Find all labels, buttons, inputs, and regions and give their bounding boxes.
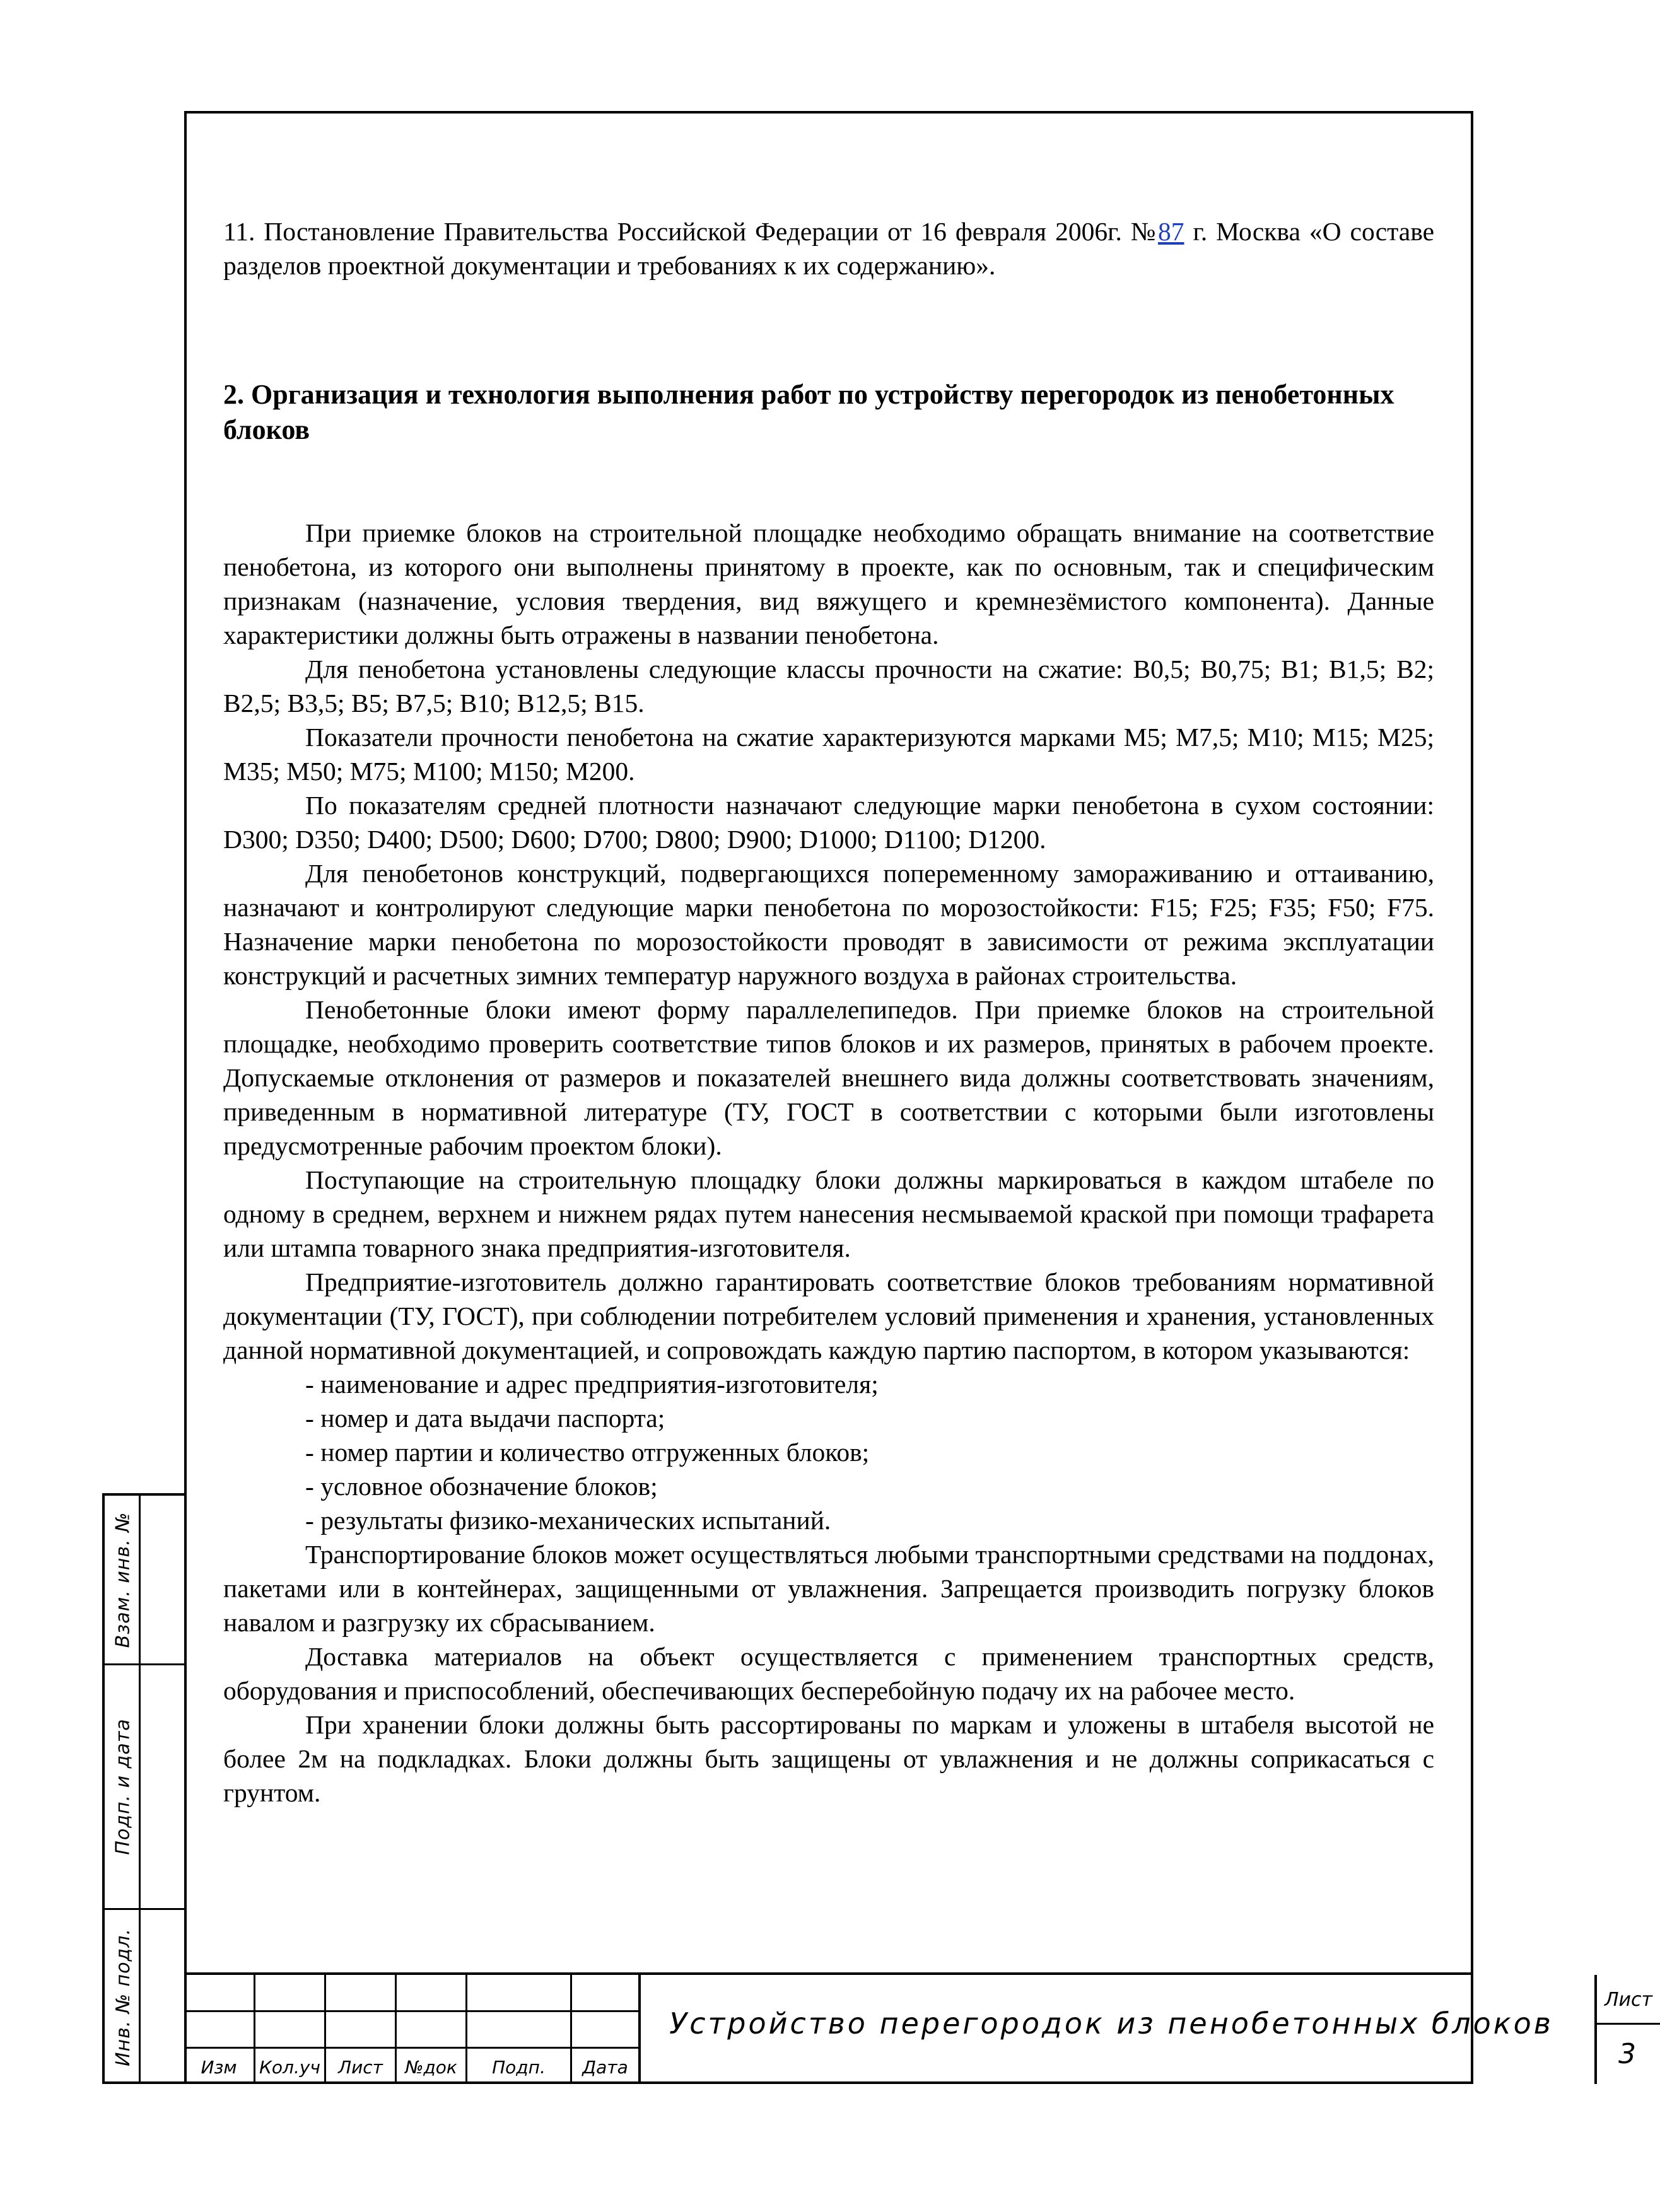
tb-col-doc: №док bbox=[405, 2057, 457, 2078]
side-label-signature-date: Подп. и дата bbox=[112, 1718, 134, 1855]
side-label-original-inv: Инв. № подл. bbox=[112, 1928, 134, 2066]
paragraph: При приемке блоков на строительной площадке необходимо обращать внимание на соответствие пенобетона, из которого они выполнены принятому в проекте, как по основным, так и специфическим признакам (назначение, условия твердения, вид вяжущего и кремнезёмистого компонента). Данные характеристики должны быть отражены в названии пенобетона. bbox=[223, 518, 1434, 649]
paragraph: Для пенобетонов конструкций, подвергающихся попеременному замораживанию и оттаиванию, назначают и контролируют следующие марки пенобетона по морозостойкости: F15; F25; F35; F50; F75. Назначение марки пенобетона по морозостойкости проводят в зависимости от режима эксплуатации конструкций и расчетных зимних температур наружного воздуха в районах строительства. bbox=[223, 859, 1434, 990]
tb-col-date: Дата bbox=[582, 2057, 628, 2078]
list-item: - наименование и адрес предприятия-изготовителя; bbox=[305, 1370, 879, 1399]
reference-text-tail: г. Москва «О составе разделов проектной документации и требованиях к их содержанию». bbox=[223, 217, 1434, 280]
tb-col-signature: Подп. bbox=[492, 2057, 546, 2078]
sheet-label: Лист bbox=[1604, 1989, 1653, 2011]
paragraph: Для пенобетона установлены следующие классы прочности на сжатие: В0,5; В0,75; В1; В1,5; В2; В2,5; В3,5; В5; В7,5; В10; В12,5; В15. bbox=[223, 655, 1434, 718]
paragraph: Пенобетонные блоки имеют форму параллелепипедов. При приемке блоков на строительной площадке, необходимо проверить соответствие типов блоков и их размеров, принятых в рабочем проекте. Допускаемые отклонения от размеров и показателей внешнего вида должны соответствовать значениям, приведенным в нормативной литературе (ТУ, ГОСТ в соответствии с которыми были изготовлены предусмотренные рабочим проектом блоки). bbox=[223, 995, 1434, 1160]
paragraph: Показатели прочности пенобетона на сжатие характеризуются марками М5; М7,5; М10; М15; М25; М35; М50; М75; М100; М150; М200. bbox=[223, 723, 1434, 786]
paragraph: Поступающие на строительную площадку блоки должны маркироваться в каждом штабеле по одному в среднем, верхнем и нижнем рядах путем нанесения несмываемой краской при помощи трафарета или штампа товарного знака предприятия-изготовителя. bbox=[223, 1165, 1434, 1262]
side-stamp-divider bbox=[139, 1496, 141, 2081]
reference-link[interactable]: 87 bbox=[1158, 217, 1184, 246]
paragraph: Предприятие-изготовитель должно гарантировать соответствие блоков требованиям нормативной документации (ТУ, ГОСТ), при соблюдении потребителем условий применения и хранения, установленных данной нормативной документацией, и сопровождать каждую партию паспортом, в котором указываются: bbox=[223, 1267, 1434, 1365]
sheet-number: 3 bbox=[1618, 2038, 1636, 2070]
tb-col-count: Кол.уч bbox=[259, 2057, 320, 2078]
reference-text: 11. Постановление Правительства Российской Федерации от 16 февраля 2006г. № bbox=[223, 217, 1158, 246]
side-stamp bbox=[102, 1493, 184, 2084]
list-item: - условное обозначение блоков; bbox=[305, 1472, 658, 1501]
document-title: Устройство перегородок из пенобетонных блоков bbox=[669, 2006, 1553, 2040]
tb-col-sheet: Лист bbox=[338, 2057, 383, 2078]
section-heading: 2. Организация и технология выполнения работ по устройству перегородок из пенобетонных блоков bbox=[223, 379, 1394, 445]
paragraph: Транспортирование блоков может осуществляться любыми транспортными средствами на поддонах, пакетами или в контейнерах, защищенными от увлажнения. Запрещается производить погрузку блоков навалом и разгрузку их сбрасыванием. bbox=[223, 1540, 1434, 1637]
paragraph: По показателям средней плотности назначают следующие марки пенобетона в сухом состоянии: D300; D350; D400; D500; D600; D700; D800; D900; D1000; D1100; D1200. bbox=[223, 791, 1434, 854]
side-label-replacement-inv: Взам. инв. № bbox=[112, 1511, 134, 1648]
title-block bbox=[184, 1972, 1653, 2084]
paragraph: Доставка материалов на объект осуществляется с применением транспортных средств, оборудования и приспособлений, обеспечивающих бесперебойную подачу их на рабочее место. bbox=[223, 1642, 1434, 1705]
list-item: - номер и дата выдачи паспорта; bbox=[305, 1404, 665, 1433]
list-item: - номер партии и количество отгруженных блоков; bbox=[305, 1438, 870, 1467]
list-item: - результаты физико-механических испытаний. bbox=[305, 1506, 831, 1535]
document-body bbox=[223, 214, 1434, 1810]
paragraph: При хранении блоки должны быть рассортированы по маркам и уложены в штабеля высотой не более 2м на подкладках. Блоки должны быть защищены от увлажнения и не должны соприкасаться с грунтом. bbox=[223, 1710, 1434, 1807]
tb-col-change: Изм bbox=[201, 2057, 237, 2078]
reference-item bbox=[223, 214, 1434, 282]
